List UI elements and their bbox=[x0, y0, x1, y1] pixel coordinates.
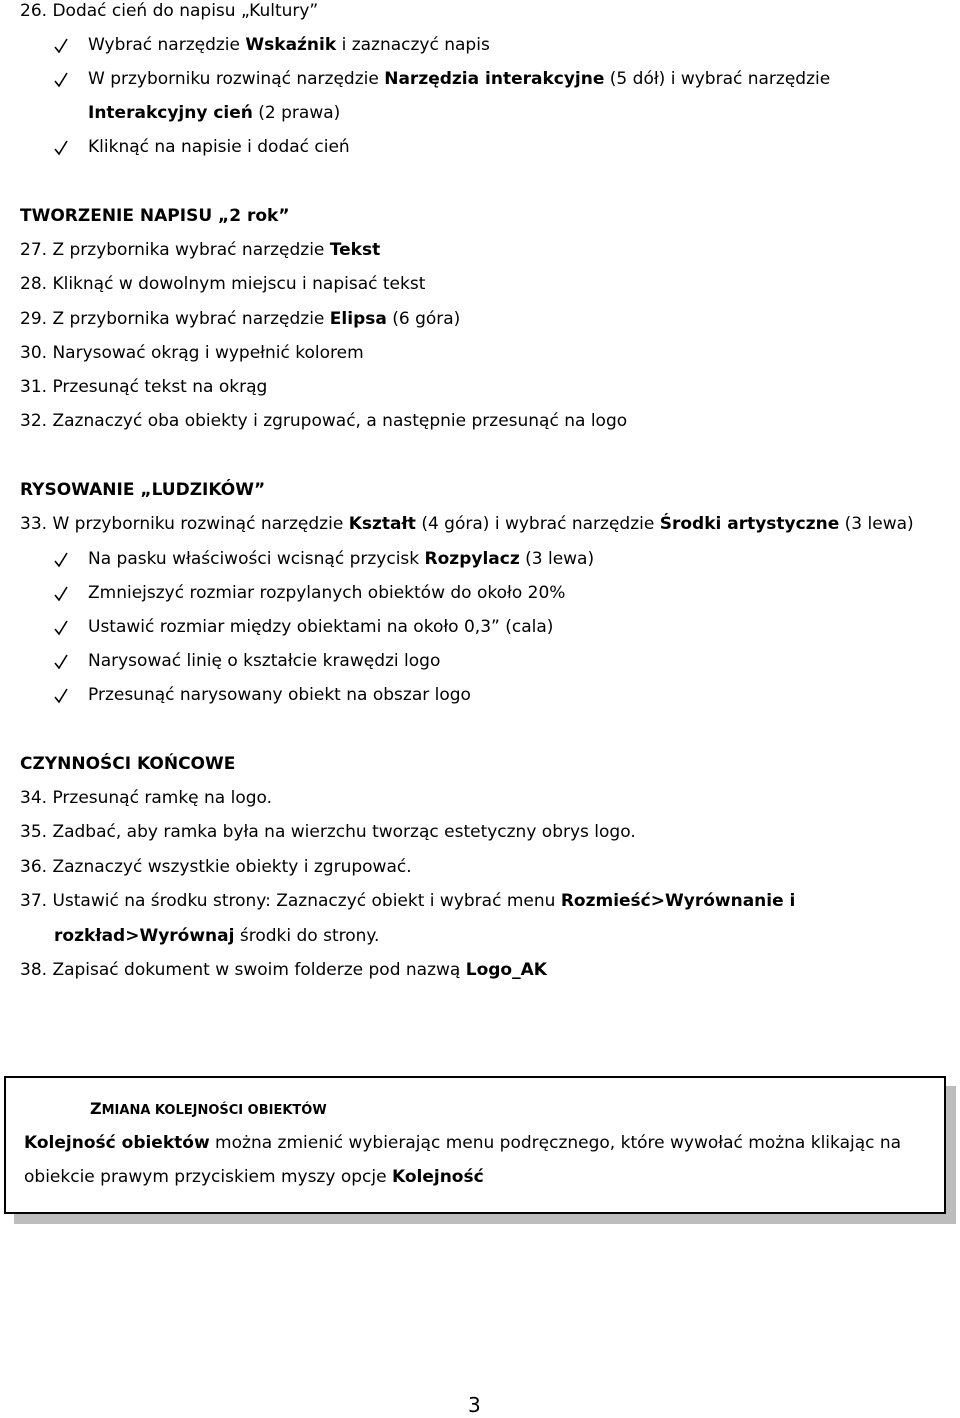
step-text: Narysować linię o kształcie krawędzi logo bbox=[88, 651, 441, 671]
step-text: Wybrać narzędzie bbox=[88, 35, 246, 55]
item-number: 36. bbox=[20, 857, 48, 877]
step-text: Na pasku właściwości wcisnąć przycisk bbox=[88, 549, 425, 569]
step-text: Ustawić rozmiar między obiektami na około 0,3” (cala) bbox=[88, 617, 554, 637]
checkmark-icon bbox=[54, 688, 68, 704]
item-number: 27. bbox=[20, 240, 48, 260]
item-number: 34. bbox=[20, 788, 48, 808]
checkmark-icon bbox=[54, 654, 68, 670]
step-text: W przyborniku rozwinąć narzędzie bbox=[88, 69, 385, 89]
item-bold: Tekst bbox=[329, 240, 381, 260]
list-item bbox=[20, 959, 547, 981]
list-item bbox=[20, 239, 380, 261]
step-bold: Interakcyjny cień bbox=[88, 103, 253, 123]
note-title-initial: Z bbox=[90, 1099, 102, 1118]
item-number: 28. bbox=[20, 274, 48, 294]
item-text: Zadbać, aby ramka była na wierzchu tworząc estetyczny obrys logo. bbox=[52, 822, 636, 842]
list-item bbox=[20, 0, 318, 22]
list-item bbox=[20, 376, 267, 398]
item-text: W przyborniku rozwinąć narzędzie bbox=[52, 514, 349, 534]
item-text: Przesunąć tekst na okrąg bbox=[52, 377, 268, 397]
step-text: Przesunąć narysowany obiekt na obszar logo bbox=[88, 685, 471, 705]
item-number: 33. bbox=[20, 514, 48, 534]
item-text: Z przybornika wybrać narzędzie bbox=[52, 309, 330, 329]
step-bold: Narzędzia interakcyjne bbox=[384, 69, 605, 89]
item-bold: rozkład>Wyrównaj bbox=[54, 926, 235, 946]
note-box bbox=[4, 1076, 946, 1214]
step-text: (5 dół) i wybrać narzędzie bbox=[604, 69, 831, 89]
step-item-continuation bbox=[88, 102, 340, 124]
step-text: (3 lewa) bbox=[519, 549, 595, 569]
note-title-rest: MIANA KOLEJNOŚCI OBIEKTÓW bbox=[101, 1103, 327, 1118]
step-text: (2 prawa) bbox=[252, 103, 341, 123]
page-number: 3 bbox=[468, 1393, 481, 1417]
checkmark-icon bbox=[54, 552, 68, 568]
step-bold: Rozpylacz bbox=[424, 549, 520, 569]
item-text: Przesunąć ramkę na logo. bbox=[52, 788, 273, 808]
item-text: (3 lewa) bbox=[839, 514, 914, 534]
item-number: 38. bbox=[20, 960, 48, 980]
note-bold: Kolejność obiektów bbox=[24, 1133, 210, 1153]
item-bold: Rozmieść>Wyrównanie i bbox=[560, 891, 796, 911]
note-line bbox=[24, 1132, 901, 1154]
list-item bbox=[20, 890, 795, 912]
checkmark-icon bbox=[54, 38, 68, 54]
checkmark-icon bbox=[54, 620, 68, 636]
list-item-continuation bbox=[54, 925, 379, 947]
item-text: Narysować okrąg i wypełnić kolorem bbox=[52, 343, 364, 363]
section-heading: RYSOWANIE „LUDZIKÓW” bbox=[20, 480, 266, 500]
list-item bbox=[20, 342, 364, 364]
item-number: 35. bbox=[20, 822, 48, 842]
item-text: Dodać cień do napisu „Kultury” bbox=[52, 1, 319, 21]
item-bold: Elipsa bbox=[329, 309, 387, 329]
item-bold: Logo_AK bbox=[465, 960, 547, 980]
note-title bbox=[90, 1100, 327, 1120]
step-item bbox=[88, 616, 553, 638]
item-text: (6 góra) bbox=[386, 309, 461, 329]
list-item bbox=[20, 273, 425, 295]
step-item bbox=[88, 684, 471, 706]
list-item bbox=[20, 856, 412, 878]
note-text: można zmienić wybierając menu podręcznego, które wywołać można klikając na bbox=[209, 1133, 902, 1153]
list-item bbox=[20, 513, 914, 535]
list-item bbox=[20, 821, 636, 843]
list-item bbox=[20, 787, 272, 809]
step-item bbox=[88, 650, 440, 672]
item-text: Ustawić na środku strony: Zaznaczyć obiekt i wybrać menu bbox=[52, 891, 561, 911]
item-text: Zaznaczyć oba obiekty i zgrupować, a następnie przesunąć na logo bbox=[52, 411, 628, 431]
item-number: 37. bbox=[20, 891, 48, 911]
item-text: środki do strony. bbox=[234, 926, 380, 946]
step-item bbox=[88, 548, 594, 570]
section-heading: CZYNNOŚCI KOŃCOWE bbox=[20, 754, 236, 774]
item-text: Zapisać dokument w swoim folderze pod nazwą bbox=[52, 960, 466, 980]
step-item bbox=[88, 136, 350, 158]
item-bold: Środki artystyczne bbox=[659, 514, 840, 534]
item-text: Z przybornika wybrać narzędzie bbox=[52, 240, 330, 260]
item-text: Zaznaczyć wszystkie obiekty i zgrupować. bbox=[52, 857, 412, 877]
note-line bbox=[24, 1166, 484, 1188]
note-bold: Kolejność bbox=[391, 1167, 484, 1187]
checkmark-icon bbox=[54, 140, 68, 156]
item-number: 32. bbox=[20, 411, 48, 431]
checkmark-icon bbox=[54, 586, 68, 602]
step-text: Kliknąć na napisie i dodać cień bbox=[88, 137, 350, 157]
note-text: obiekcie prawym przyciskiem myszy opcje bbox=[24, 1167, 392, 1187]
step-text: Zmniejszyć rozmiar rozpylanych obiektów do około 20% bbox=[88, 583, 566, 603]
checkmark-icon bbox=[54, 72, 68, 88]
item-number: 29. bbox=[20, 309, 48, 329]
list-item bbox=[20, 410, 627, 432]
list-item bbox=[20, 308, 460, 330]
item-bold: Kształt bbox=[348, 514, 416, 534]
step-item bbox=[88, 34, 490, 56]
step-bold: Wskaźnik bbox=[245, 35, 337, 55]
item-number: 26. bbox=[20, 1, 48, 21]
item-text: (4 góra) i wybrać narzędzie bbox=[415, 514, 660, 534]
step-item bbox=[88, 68, 830, 90]
section-heading: TWORZENIE NAPISU „2 rok” bbox=[20, 206, 290, 226]
step-text: i zaznaczyć napis bbox=[336, 35, 490, 55]
item-text: Kliknąć w dowolnym miejscu i napisać tekst bbox=[52, 274, 426, 294]
item-number: 31. bbox=[20, 377, 48, 397]
item-number: 30. bbox=[20, 343, 48, 363]
step-item bbox=[88, 582, 565, 604]
